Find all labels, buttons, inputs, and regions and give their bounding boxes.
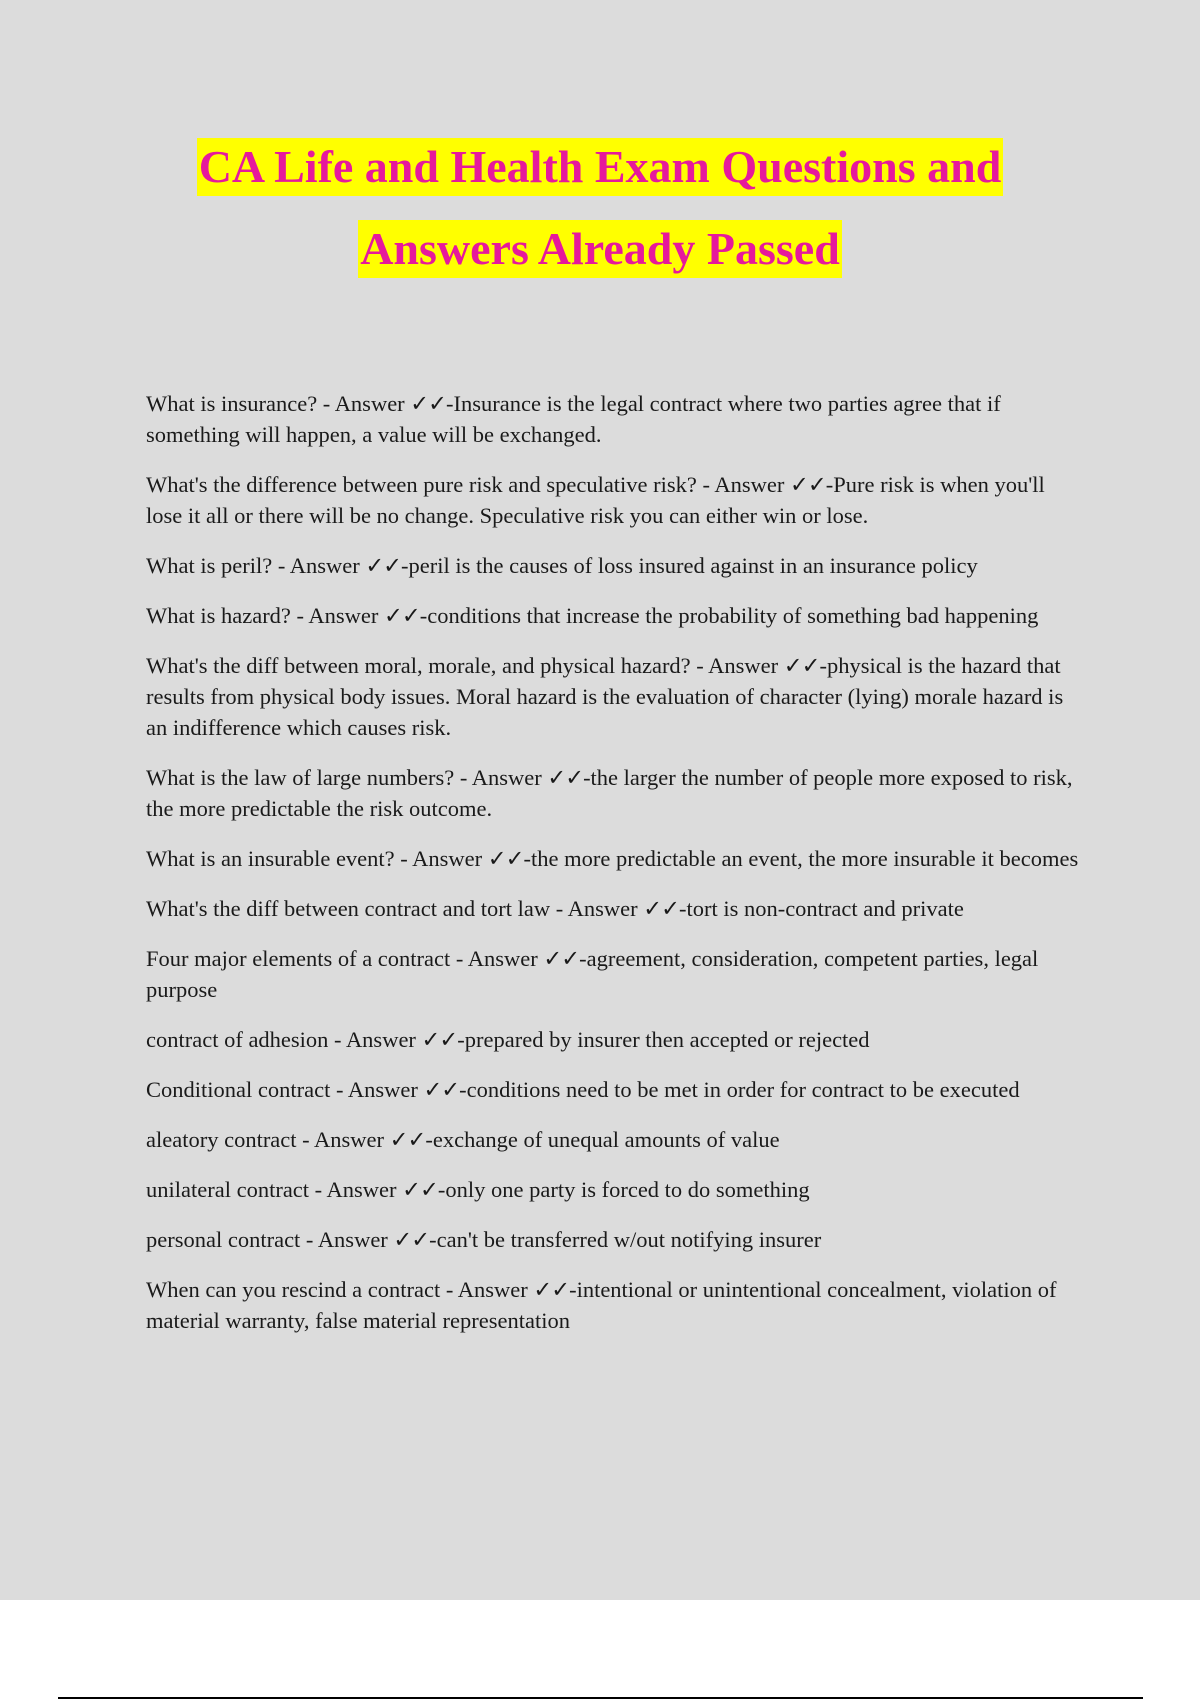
double-check-icon: ✓✓ [402,1177,438,1202]
answer-label: Answer [412,846,483,871]
answer-text: -the more predictable an event, the more insurable it becomes [523,846,1079,871]
answer-text: -agreement, consideration, competent parties, legal purpose [146,946,1039,1002]
question-text: What's the diff between moral, morale, and physical hazard? - [146,653,709,678]
answer-label: Answer [567,896,638,921]
answer-label: Answer [457,1277,528,1302]
qa-list [146,388,1081,1355]
qa-item [146,550,1081,581]
answer-label: Answer [714,472,785,497]
answer-label: Answer [345,1027,416,1052]
question-text: Conditional contract - [146,1077,348,1102]
title-line-2: Answers Already Passed [358,220,842,278]
answer-label: Answer [708,653,779,678]
qa-item [146,1274,1081,1336]
question-text: What is peril? - [146,553,290,578]
answer-text: -tort is non-contract and private [678,896,964,921]
qa-item [146,600,1081,631]
question-text: What is an insurable event? - [146,846,413,871]
qa-item [146,1224,1081,1255]
question-text: What's the diff between contract and tort law - [146,896,568,921]
answer-text: -prepared by insurer then accepted or rejected [457,1027,870,1052]
answer-text: -conditions that increase the probability of something bad happening [419,603,1039,628]
answer-text: -Pure risk is when you'll lose it all or there will be no change. Speculative risk you can either win or lose. [146,472,1045,528]
double-check-icon: ✓✓ [487,846,524,871]
question-text: unilateral contract - [146,1177,327,1202]
answer-text: -only one party is forced to do something [437,1177,810,1202]
qa-item [146,388,1081,450]
qa-item [146,893,1081,924]
answer-label: Answer [471,765,542,790]
question-text: What's the difference between pure risk and speculative risk? - [146,472,715,497]
answer-text: -conditions need to be met in order for contract to be executed [459,1077,1020,1102]
double-check-icon: ✓✓ [643,896,679,921]
double-check-icon: ✓✓ [393,1227,430,1252]
question-text: aleatory contract - [146,1127,315,1152]
double-check-icon: ✓✓ [790,472,826,497]
qa-item [146,650,1081,743]
answer-label: Answer [289,553,360,578]
double-check-icon: ✓✓ [543,946,580,971]
double-check-icon: ✓✓ [389,1127,426,1152]
answer-text: -Insurance is the legal contract where two parties agree that if something will happen, a value will be exchanged. [146,391,1001,447]
answer-label: Answer [317,1227,388,1252]
double-check-icon: ✓✓ [384,603,420,628]
title-line-1: CA Life and Health Exam Questions and [197,138,1004,196]
answer-label: Answer [347,1077,418,1102]
question-text: personal contract - [146,1227,318,1252]
answer-label: Answer [326,1177,397,1202]
answer-text: -exchange of unequal amounts of value [425,1127,780,1152]
question-text: Four major elements of a contract - [146,946,468,971]
qa-item [146,469,1081,531]
double-check-icon: ✓✓ [547,765,584,790]
qa-item [146,1174,1081,1205]
question-text: What is insurance? - [146,391,335,416]
double-check-icon: ✓✓ [365,553,402,578]
double-check-icon: ✓✓ [783,653,820,678]
answer-label: Answer [467,946,538,971]
answer-label: Answer [334,391,405,416]
double-check-icon: ✓✓ [410,391,447,416]
question-text: What is hazard? - [146,603,309,628]
qa-item [146,1024,1081,1055]
double-check-icon: ✓✓ [533,1277,570,1302]
page-title [0,138,1200,278]
answer-text: -peril is the causes of loss insured against in an insurance policy [401,553,978,578]
double-check-icon: ✓✓ [423,1077,460,1102]
qa-item [146,843,1081,874]
question-text: contract of adhesion - [146,1027,346,1052]
qa-item [146,762,1081,824]
qa-item [146,1074,1081,1105]
answer-text: -can't be transferred w/out notifying insurer [429,1227,822,1252]
answer-text: -intentional or unintentional concealment, violation of material warranty, false material representation [146,1277,1057,1333]
answer-label: Answer [308,603,379,628]
qa-item [146,943,1081,1005]
answer-label: Answer [314,1127,385,1152]
question-text: When can you rescind a contract - [146,1277,458,1302]
qa-item [146,1124,1081,1155]
answer-text: -the larger the number of people more exposed to risk, the more predictable the risk outcome. [146,765,1073,821]
footer-divider [58,1697,1143,1699]
answer-text: -physical is the hazard that results from physical body issues. Moral hazard is the evaluation of character (lying) morale hazard is an indifference which causes risk. [146,653,1064,740]
double-check-icon: ✓✓ [421,1027,458,1052]
question-text: What is the law of large numbers? - [146,765,472,790]
